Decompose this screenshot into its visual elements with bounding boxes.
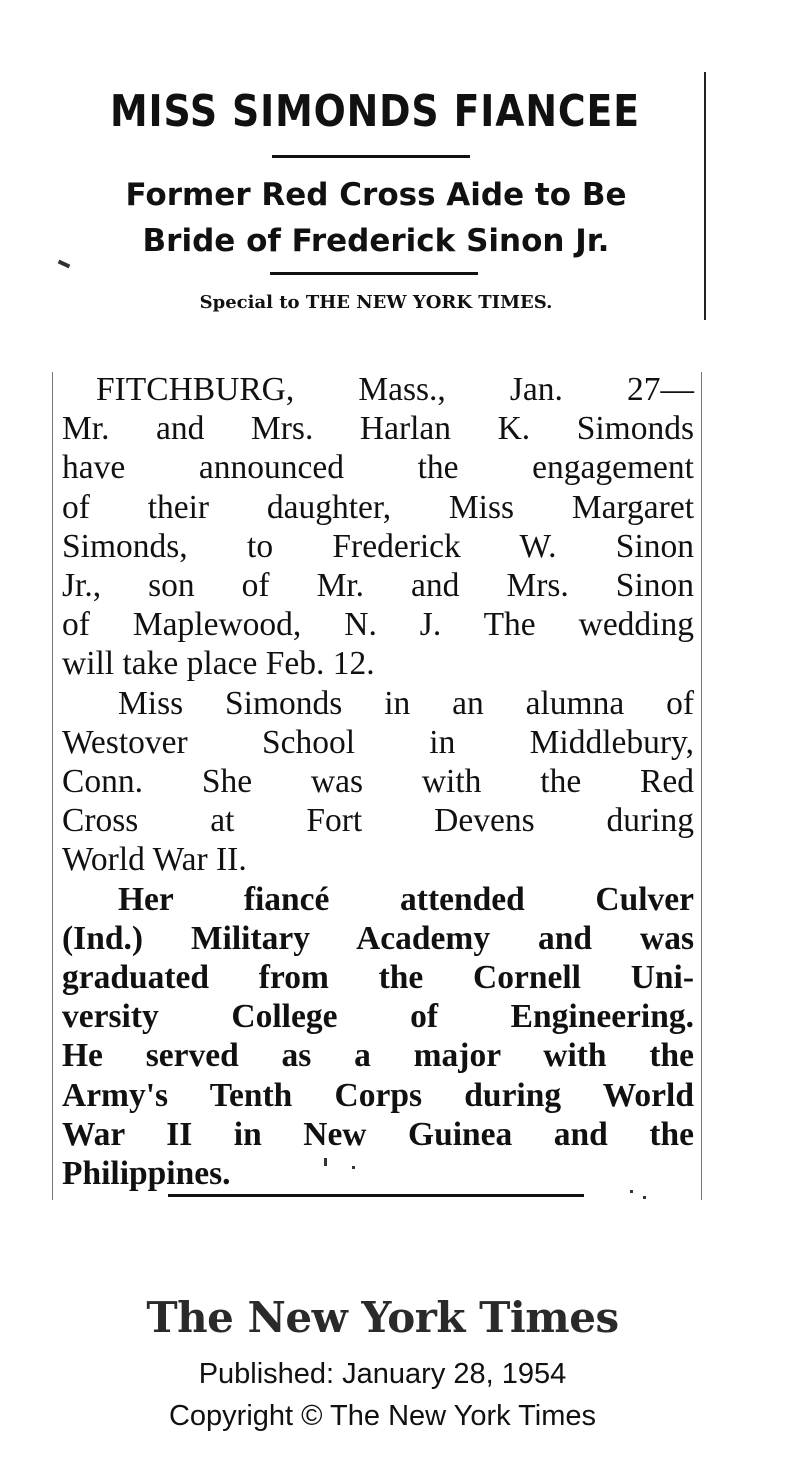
paragraph-1-line-2: Mr. and Mrs. Harlan K. Simonds bbox=[62, 410, 694, 448]
scan-speck bbox=[630, 1190, 633, 1193]
paragraph-1-line-4: of their daughter, Miss Margaret bbox=[62, 488, 694, 526]
special-credit: Special to THE NEW YORK TIMES. bbox=[199, 292, 553, 313]
article-body bbox=[62, 370, 694, 1193]
paragraph-1-line-3: have announced the engagement bbox=[62, 449, 694, 487]
paragraph-3-line-4: versity College of Engineering. bbox=[62, 998, 694, 1036]
published-date: Published: January 28, 1954 bbox=[198, 1358, 567, 1390]
deck-line-2: Bride of Frederick Sinon Jr. bbox=[142, 223, 610, 259]
paragraph-2-line-1: Miss Simonds in an alumna of bbox=[118, 684, 694, 722]
scan-speck bbox=[324, 1158, 327, 1166]
paragraph-2-line-4: Cross at Fort Devens during bbox=[62, 802, 694, 840]
headline: MISS SIMONDS FIANCEE bbox=[110, 86, 640, 137]
column-border-top-right bbox=[704, 72, 706, 320]
scan-speck bbox=[643, 1196, 646, 1199]
paragraph-3-line-1: Her fiancé attended Culver bbox=[118, 880, 694, 918]
paragraph-2-line-2: Westover School in Middlebury, bbox=[62, 723, 694, 761]
paragraph-3-line-6: Army's Tenth Corps during World bbox=[62, 1076, 694, 1114]
column-border-left bbox=[52, 372, 53, 1200]
paragraph-1 bbox=[62, 370, 694, 684]
paragraph-3-line-8: Philippines. bbox=[62, 1155, 231, 1193]
paragraph-3-line-2: (Ind.) Military Academy and was bbox=[62, 919, 694, 957]
headline-rule bbox=[272, 155, 470, 158]
paragraph-3-line-5: He served as a major with the bbox=[62, 1037, 694, 1075]
paragraph-1-line-6: Jr., son of Mr. and Mrs. Sinon bbox=[62, 567, 694, 605]
paragraph-3-line-3: graduated from the Cornell Uni- bbox=[62, 959, 694, 997]
paragraph-2 bbox=[62, 684, 694, 880]
copyright-notice: Copyright © The New York Times bbox=[168, 1400, 596, 1432]
deck-rule bbox=[270, 272, 478, 275]
end-rule bbox=[168, 1194, 584, 1197]
paragraph-1-line-1: FITCHBURG, Mass., Jan. 27— bbox=[96, 371, 694, 408]
paragraph-2-line-3: Conn. She was with the Red bbox=[62, 763, 694, 801]
paragraph-1-line-8: will take place Feb. 12. bbox=[62, 645, 375, 683]
scan-speck bbox=[352, 1166, 355, 1169]
newspaper-masthead: The New York Times bbox=[146, 1293, 619, 1342]
column-border-right bbox=[701, 372, 702, 1200]
paragraph-2-line-5: World War II. bbox=[62, 841, 247, 879]
deck-line-1: Former Red Cross Aide to Be bbox=[125, 177, 627, 213]
paragraph-1-line-5: Simonds, to Frederick W. Sinon bbox=[62, 527, 694, 565]
paragraph-3 bbox=[62, 880, 694, 1194]
paragraph-1-line-7: of Maplewood, N. J. The wedding bbox=[62, 606, 694, 644]
paragraph-3-line-7: War II in New Guinea and the bbox=[62, 1115, 694, 1153]
